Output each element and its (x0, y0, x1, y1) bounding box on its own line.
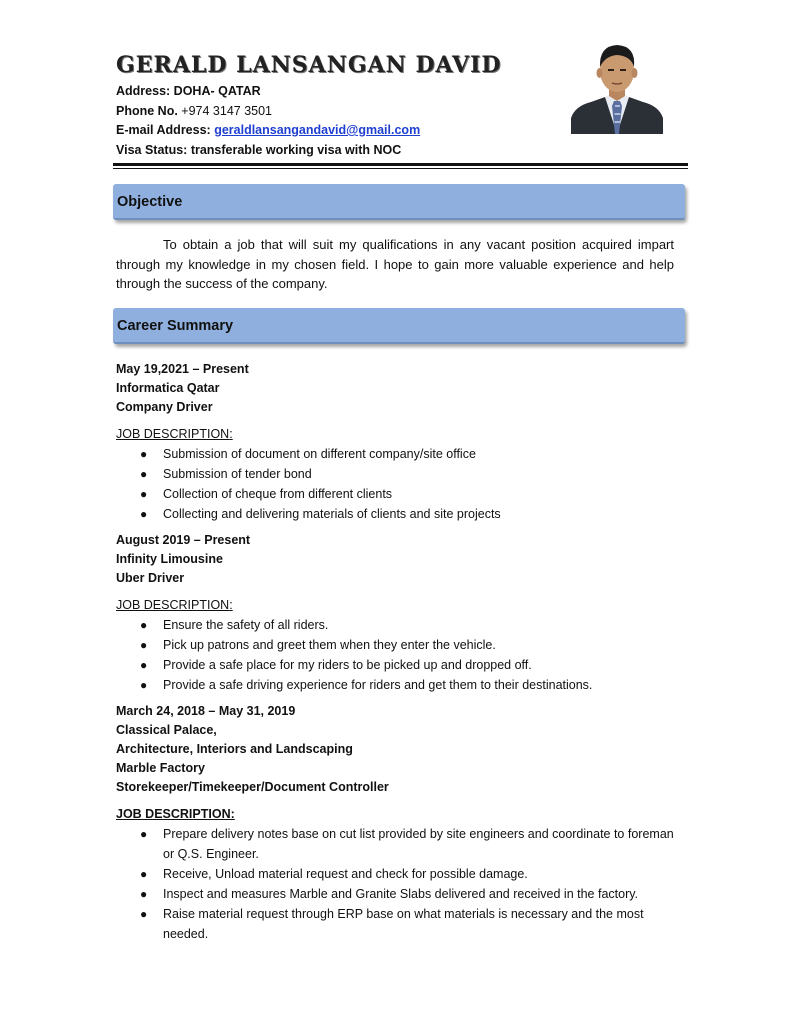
list-item: ● Ensure the safety of all riders. (163, 615, 686, 635)
bullet-icon: ● (140, 638, 148, 652)
list-item: ● Submission of document on different company/site office (163, 444, 686, 464)
duty-list (116, 444, 686, 524)
job-company: Informatica Qatar (116, 381, 220, 395)
bullet-icon: ● (140, 507, 148, 521)
bullet-icon: ● (140, 447, 148, 461)
job-dates: May 19,2021 – Present (116, 362, 249, 376)
address-row (116, 82, 420, 102)
bullet-icon: ● (140, 467, 148, 481)
duty-list (116, 824, 686, 944)
bullet-icon: ● (140, 487, 148, 501)
job-entry-classical-palace (116, 702, 686, 944)
job-company-line-3: Marble Factory (116, 761, 205, 775)
bullet-icon: ● (140, 658, 148, 672)
list-item: ● Inspect and measures Marble and Granite Slabs delivered and received in the factory. (163, 884, 686, 904)
job-description-label: JOB DESCRIPTION: (116, 427, 233, 441)
objective-title: Objective (117, 194, 183, 210)
list-item: ● Collection of cheque from different clients (163, 484, 686, 504)
list-item: ● Provide a safe place for my riders to be picked up and dropped off. (163, 655, 686, 675)
bullet-icon: ● (140, 907, 148, 921)
list-item: ● Pick up patrons and greet them when they enter the vehicle. (163, 635, 686, 655)
job-dates: August 2019 – Present (116, 533, 251, 547)
job-role: Storekeeper/Timekeeper/Document Controller (116, 780, 389, 794)
address-value: DOHA- QATAR (173, 84, 261, 98)
list-item: ● Submission of tender bond (163, 464, 686, 484)
job-description-label: JOB DESCRIPTION: (116, 807, 235, 821)
job-description-label: JOB DESCRIPTION: (116, 598, 233, 612)
career-summary-header (113, 308, 685, 344)
bullet-icon: ● (140, 887, 148, 901)
visa-value: transferable working visa with NOC (190, 142, 402, 157)
job-company: Infinity Limousine (116, 552, 223, 566)
visa-label: Visa Status: (116, 142, 188, 157)
list-item: ● Receive, Unload material request and check for possible damage. (163, 864, 686, 884)
objective-header (113, 184, 685, 220)
bullet-icon: ● (140, 678, 148, 692)
header-rule-thick (113, 163, 688, 166)
career-summary-title: Career Summary (117, 318, 234, 334)
job-role: Uber Driver (116, 571, 185, 585)
objective-text: To obtain a job that will suit my qualifications in any vacant position acquired impart through my knowledge in my chosen field. I hope to gain more valuable experience and help through the success of the company. (116, 237, 674, 291)
bullet-icon: ● (140, 867, 148, 881)
email-link[interactable]: geraldlansangandavid@gmail.com (214, 123, 421, 137)
profile-photo (569, 34, 665, 134)
job-entry-informatica (116, 360, 686, 524)
bullet-icon: ● (140, 618, 148, 632)
list-item: ● Prepare delivery notes base on cut list provided by site engineers and coordinate to foreman or Q.S. Engineer. (163, 824, 686, 864)
bullet-icon: ● (140, 827, 148, 841)
list-item: ● Collecting and delivering materials of clients and site projects (163, 504, 686, 524)
phone-row (116, 102, 420, 122)
list-item: ● Provide a safe driving experience for riders and get them to their destinations. (163, 675, 686, 695)
phone-label: Phone No. (116, 103, 178, 118)
email-label: E-mail Address: (116, 123, 211, 137)
email-row (116, 121, 420, 141)
job-role: Company Driver (116, 400, 213, 414)
job-entry-infinity-limousine (116, 531, 686, 695)
list-item: ● Raise material request through ERP base on what materials is necessary and the most needed. (163, 904, 686, 944)
phone-value: +974 3147 3501 (181, 103, 273, 118)
applicant-name: GERALD LANSANGAN DAVID (116, 52, 502, 78)
job-company-line-2: Architecture, Interiors and Landscaping (116, 742, 353, 756)
job-company: Classical Palace, (116, 723, 217, 737)
visa-row (116, 141, 420, 161)
contact-block (116, 82, 420, 160)
header-rule-thin (113, 168, 688, 169)
person-portrait-icon (569, 34, 665, 134)
duty-list (116, 615, 686, 695)
address-label: Address: (116, 84, 171, 98)
job-dates: March 24, 2018 – May 31, 2019 (116, 704, 296, 718)
